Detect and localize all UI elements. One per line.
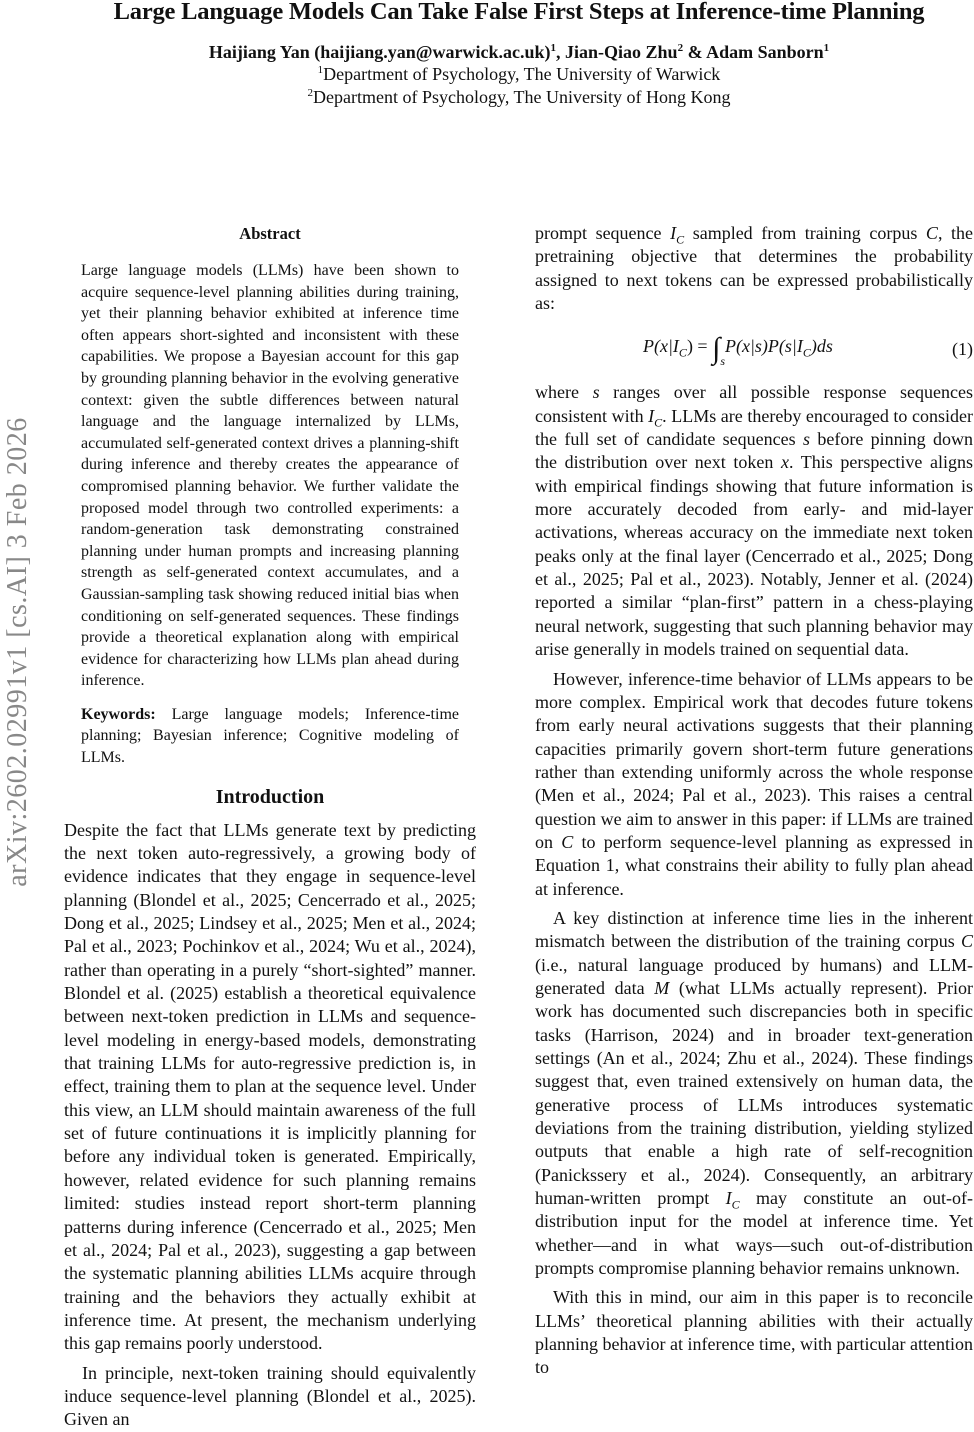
- paper-title: Large Language Models Can Take False First Steps at Inference-time Planning: [113, 0, 925, 25]
- paragraph: Despite the fact that LLMs generate text by predicting the next token auto-regressively, a growing body of evidence indicates that they engage in sequence-level planning (Blondel et al., 2025; Cencerrado et al., 2025; Dong et al., 2025; Lindsey et al., 2025; Men et al., 2024; Pal et al., 2023; Pochinkov et al., 2024; Wu et al., 2024), rather than operating in a purely “short-sighted” manner. Blondel et al. (2025) establish a theoretical equivalence between next-token prediction in LLMs and sequence-level modeling in energy-based models, demonstrating that training LLMs for auto-regressive prediction is, in effect, training them to plan at the sequence level. Under this view, an LLM should maintain awareness of the full set of future continuations it is implicitly planning for before any individual token is generated. Empirically, however, related evidence for such planning remains limited: studies instead report short-term planning patterns during inference (Cencerrado et al., 2025; Men et al., 2024; Pal et al., 2023), suggesting a gap between the systematic planning abilities LLMs acquire through training and the behaviors they actually exhibit at inference time. At present, the mechanism underlying this gap remains poorly understood.: [64, 819, 476, 1354]
- author-name: , Jian-Qiao Zhu: [556, 42, 678, 62]
- introduction-heading: Introduction: [215, 785, 325, 808]
- left-column-body: [64, 819, 476, 1432]
- affiliation: [0, 64, 974, 85]
- eq-rhs-end: )ds: [810, 336, 833, 357]
- paragraph: In principle, next-token training should equivalently induce sequence-level planning (Blondel et al., 2025). Given an: [64, 1362, 476, 1430]
- affiliation-text: Department of Psychology, The University of Hong Kong: [313, 87, 731, 107]
- eq-rhs: P(x|s)P(s|I: [724, 336, 803, 357]
- author-affil-sup: 1: [550, 42, 557, 54]
- author-affil-sup: 1: [823, 42, 830, 54]
- abstract-text: Large language models (LLMs) have been shown to acquire sequence-level planning abilities during training, yet their planning behavior exhibited at inference time often appears short-sighted and inconsistent with these capabilities. We propose a Bayesian account for this gap by grounding planning behavior in the evolving generative context: given the subtle differences between natural language and the language internalized by LLMs, accumulated self-generated context drives a planning-shift during inference and thereby creates the appearance of compromised planning behavior. We further validate the proposed model through two controlled experiments: a random-generation task demonstrating constrained planning under human prompts and increasing planning strength as self-generated context accumulates, and a Gaussian-sampling task showing reduced initial bias when conditioning on self-generated sequences. These findings provide a theoretical explanation along with empirical evidence for characterizing how LLMs plan ahead during inference.: [81, 262, 459, 690]
- author-name: Haijiang Yan (haijiang.yan@warwick.ac.uk): [208, 42, 551, 62]
- affiliation: [0, 87, 974, 108]
- keywords: [81, 704, 459, 769]
- paragraph: A key distinction at inference time lies in the inherent mismatch between the distribution of the training corpus C (i.e., natural language produced by humans) and LLM-generated data M (what LLMs actually represent). Prior work has documented such discrepancies both in specific tasks (Harrison, 2024) and in broader text-generation settings (An et al., 2024; Zhu et al., 2024). These findings suggest that, even trained extensively on human data, the generative process of LLMs introduces systematic deviations from the training distribution, yielding stylized outputs that enable a high rate of self-recognition (Panickssery et al., 2024). Consequently, an arbitrary human-written prompt $I_C$ may constitute an out-of-distribution input for the model at inference time. Yet whether—and in what ways—such out-of-distribution prompts compromise planning behavior remains unknown.: [535, 907, 973, 1279]
- author-name: & Adam Sanborn: [683, 42, 824, 62]
- abstract-heading: Abstract: [239, 224, 301, 243]
- author-list: [0, 42, 974, 63]
- left-column: [64, 224, 476, 1432]
- keywords-text: Large language models; Inference-time planning; Bayesian inference; Cognitive modeling of LLMs.: [81, 705, 459, 767]
- author-affil-sup: 2: [677, 42, 684, 54]
- eq-lhs: P(x|I: [643, 336, 679, 357]
- paragraph: With this in mind, our aim in this paper is to reconcile LLMs’ theoretical planning abilities with their actually planning behavior at inference time, with particular attention to: [535, 1287, 973, 1378]
- paragraph: where s ranges over all possible response sequences consistent with $I_C$. LLMs are thereby encouraged to consider the full set of candidate sequences s before pinning down the distribution over next token x. This perspective aligns with empirical findings showing that future information is more accurately decoded from early- and mid-layer activations, whereas accuracy on the immediate next token peaks only at the final layer (Cencerrado et al., 2025; Dong et al., 2025; Pal et al., 2023). Notably, Jenner et al. (2024) reported a similar “plan-first” pattern in a chess-playing neural network, suggesting that such planning behavior may arise generally in models trained on sequential data.: [535, 382, 974, 660]
- right-column-body: [535, 222, 973, 1380]
- equation-formula: $P(x|I_C) = \int_sP(x|s)P(s|I_C)ds$: [643, 332, 833, 369]
- paragraph: However, inference-time behavior of LLMs appears to be more complex. Empirical work that decodes future tokens from early neural activations suggests that their planning capacities primarily govern short-term future generations rather than extending uniformly across the whole response (Men et al., 2024; Pal et al., 2023). This raises a central question we aim to answer in this paper: if LLMs are trained on C to perform sequence-level planning as expressed in Equation 1, what constrains their ability to fully plan ahead at inference.: [535, 668, 973, 899]
- equation-1: [535, 319, 973, 379]
- arxiv-identifier: arXiv:2602.02991v1 [cs.AI] 3 Feb 2026: [2, 417, 33, 887]
- affil-sup: 1: [317, 64, 324, 76]
- equation-number: (1): [952, 338, 973, 359]
- paragraph: prompt sequence $I_C$ sampled from training corpus C, the pretraining objective that determines the probability assigned to next tokens can be expressed probabilistically as:: [535, 223, 973, 314]
- affiliation-text: Department of Psychology, The University of Warwick: [323, 64, 721, 84]
- affil-sup: 2: [307, 87, 314, 99]
- keywords-label: Keywords:: [81, 705, 156, 723]
